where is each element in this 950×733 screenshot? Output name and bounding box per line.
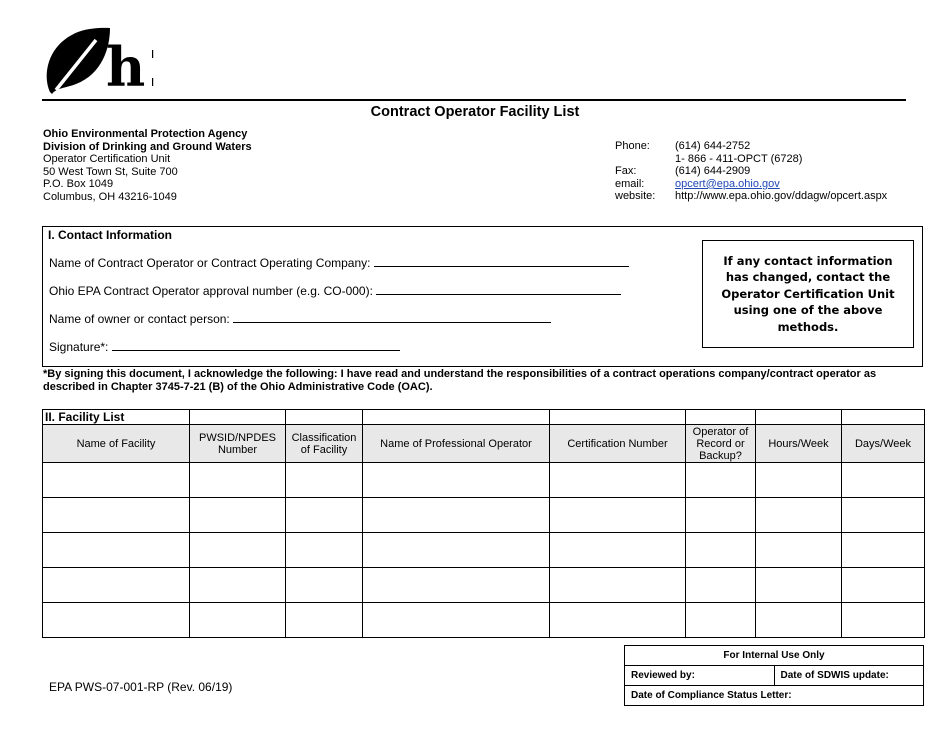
- fax-label: Fax:: [615, 165, 637, 178]
- agency-division: Division of Drinking and Ground Waters: [43, 140, 252, 153]
- owner-field-label: Name of owner or contact person:: [49, 312, 230, 326]
- approval-field-label: Ohio EPA Contract Operator approval number (e.g. CO-000):: [49, 284, 373, 298]
- col-professional-operator: Name of Professional Operator: [363, 425, 550, 463]
- col-hours-week: Hours/Week: [756, 425, 842, 463]
- table-row: [43, 498, 925, 533]
- phone-alt-value: 1- 866 - 411-OPCT (6728): [675, 152, 803, 165]
- email-label: email:: [615, 177, 645, 190]
- agency-name: Ohio Environmental Protection Agency: [43, 128, 248, 140]
- facility-list-table: [42, 409, 925, 638]
- signature-field: [49, 340, 400, 354]
- ohio-logo: [40, 24, 160, 100]
- internal-use-title: For Internal Use Only: [625, 646, 924, 666]
- owner-input-line[interactable]: [233, 312, 551, 323]
- svg-text:h: h: [106, 35, 146, 99]
- col-certification-number: Certification Number: [550, 425, 686, 463]
- phone-value: (614) 644-2752: [675, 140, 751, 152]
- col-facility-name: Name of Facility: [43, 425, 190, 463]
- col-classification: Classification of Facility: [286, 425, 363, 463]
- approval-input-line[interactable]: [376, 284, 621, 295]
- company-field-label: Name of Contract Operator or Contract Operating Company:: [49, 256, 371, 270]
- fax-value: (614) 644-2909: [675, 165, 751, 178]
- agency-street: 50 West Town St, Suite 700: [43, 165, 178, 178]
- reviewed-by-field[interactable]: Reviewed by:: [625, 666, 775, 686]
- col-days-week: Days/Week: [842, 425, 925, 463]
- section2-heading: II. Facility List: [43, 410, 190, 425]
- approval-field: [49, 284, 621, 298]
- agency-address: [43, 128, 252, 204]
- company-input-line[interactable]: [374, 256, 629, 267]
- company-field: [49, 256, 629, 270]
- section1-heading: I. Contact Information: [48, 228, 172, 242]
- col-operator-of-record: Operator of Record or Backup?: [686, 425, 756, 463]
- agency-city: Columbus, OH 43216-1049: [43, 190, 177, 203]
- table-row: [43, 568, 925, 603]
- contact-change-note: If any contact information has changed, contact the Operator Certification Unit using one of the above methods.: [702, 240, 914, 348]
- agency-po-box: P.O. Box 1049: [43, 178, 114, 191]
- owner-field: [49, 312, 551, 326]
- signature-field-label: Signature*:: [49, 340, 109, 354]
- website-value: http://www.epa.ohio.gov/ddagw/opcert.aspx: [675, 190, 888, 203]
- table-row: [43, 463, 925, 498]
- contact-block: [615, 140, 887, 203]
- phone-label: Phone:: [615, 140, 650, 152]
- table-row: [43, 533, 925, 568]
- agency-unit: Operator Certification Unit: [43, 153, 171, 166]
- signature-input-line[interactable]: [112, 340, 400, 351]
- table-row: [43, 603, 925, 638]
- acknowledgement-text: *By signing this document, I acknowledge the following: I have read and understand the responsibilities of a contract operations company/contract operator as described in Chapter 3745-7-21 (B) of the Ohio Administrative Code (OAC).: [43, 368, 877, 393]
- page-title: Contract Operator Facility List: [370, 104, 580, 120]
- header-rule: [42, 99, 906, 101]
- compliance-letter-field[interactable]: Date of Compliance Status Letter:: [625, 686, 924, 706]
- col-pwsid: PWSID/NPDES Number: [190, 425, 286, 463]
- email-link[interactable]: opcert@epa.ohio.gov: [675, 177, 780, 190]
- form-number: EPA PWS-07-001-RP (Rev. 06/19): [49, 680, 233, 694]
- website-label: website:: [615, 190, 656, 203]
- sdwis-update-field[interactable]: Date of SDWIS update:: [774, 666, 924, 686]
- internal-use-table: [624, 645, 924, 706]
